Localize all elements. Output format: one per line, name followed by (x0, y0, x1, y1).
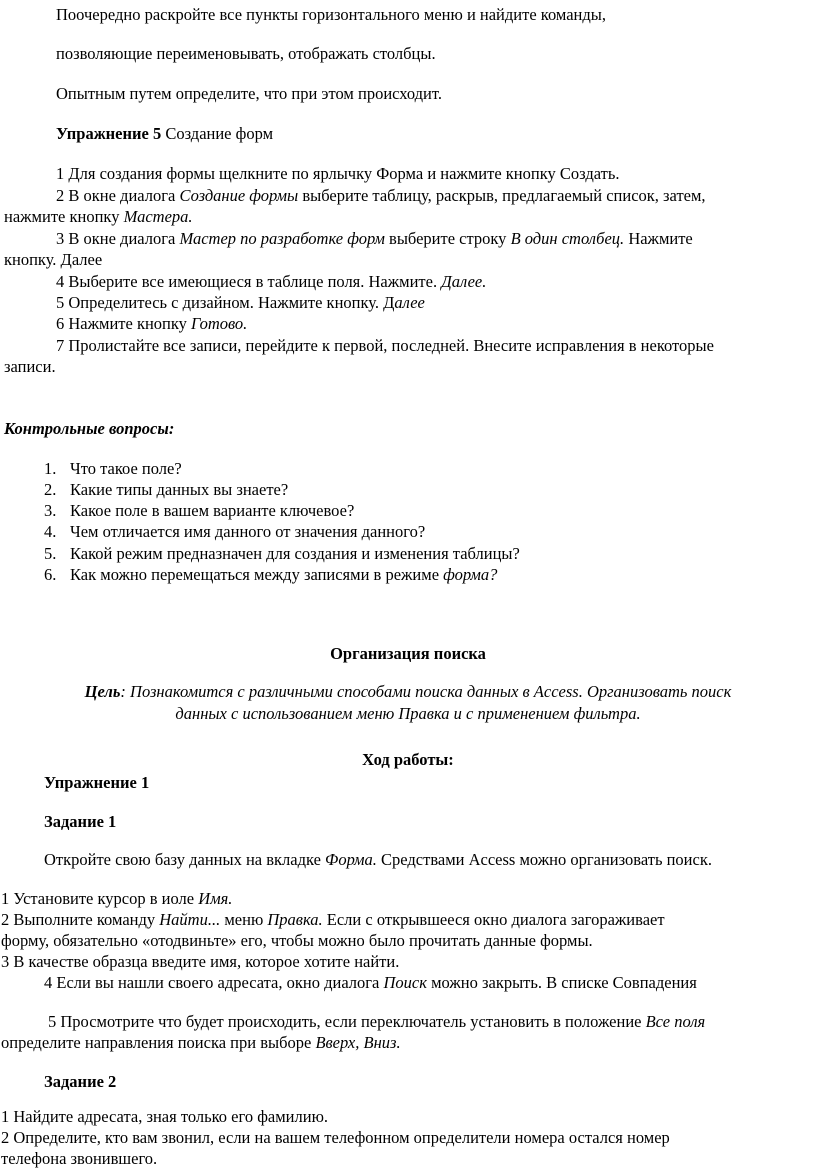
exercise-5-step-5: 5 Определитесь с дизайном. Нажмите кнопку. Далее (56, 293, 425, 312)
exercise-5-step-6: 6 Нажмите кнопку Готово. (56, 314, 248, 333)
task-1-step-1: 1 Установите курсор в иоле Имя. (1, 889, 233, 908)
goal-line-2: данных с использованием меню Правка и с применением фильтра. (175, 703, 641, 723)
exercise-1-heading: Упражнение 1 (44, 773, 150, 792)
exercise-5-step-7-cont: записи. (4, 357, 56, 376)
exercise-5-heading (56, 123, 273, 144)
list-item-text: Какой режим предназначен для создания и изменения таблицы? (70, 544, 520, 563)
exercise-5-step-1: 1 Для создания формы щелкните по ярлычку Форма и нажмите кнопку Создать. (56, 164, 620, 183)
exercise-5-step-2: 2 В окне диалога Создание формы выберите таблицу, раскрыв, предлагаемый список, затем, (56, 186, 706, 205)
section-title: Организация поиска (330, 643, 486, 663)
task-1-step-4: 4 Если вы нашли своего адресата, окно диалога Поиск можно закрыть. В списке Совпадения (44, 973, 697, 992)
goal-label: Цель (84, 681, 121, 701)
task-1-step-2: 2 Выполните команду Найти... меню Правка. Если с открывшееся окно диалога загораживает (1, 910, 665, 929)
dialog-name: Мастер по разработке форм (179, 229, 385, 248)
list-item: 5. (44, 544, 57, 563)
exercise-5-step-7: 7 Пролистайте все записи, перейдите к первой, последней. Внесите исправления в некоторые (56, 336, 714, 355)
list-item-text: Какое поле в вашем варианте ключевое? (70, 501, 355, 520)
exercise-5-step-3-cont: кнопку. Далее (4, 250, 103, 269)
task-2-step-2-cont: телефона звонившего. (1, 1149, 158, 1168)
list-item-text: Как можно перемещаться между записями в режиме форма? (70, 565, 498, 584)
exercise-5-step-3: 3 В окне диалога Мастер по разработке форм выберите строку В один столбец. Нажмите (56, 229, 693, 248)
exercise-5-step-2-cont: нажмите кнопку Мастера. (4, 207, 193, 226)
option-name: В один столбец. (510, 229, 625, 248)
list-item: 6. (44, 565, 57, 584)
list-item-text: Какие типы данных вы знаете? (70, 480, 289, 499)
intro-paragraph-3: Опытным путем определите, что при этом происходит. (56, 84, 442, 103)
dialog-name: Создание формы (179, 186, 299, 205)
task-2-heading: Задание 2 (44, 1072, 117, 1091)
task-2-step-2: 2 Определите, кто вам звонил, если на вашем телефонном определители номера остался номер (1, 1128, 670, 1147)
task-1-step-5: 5 Просмотрите что будет происходить, если переключатель установить в положение Все поля (48, 1012, 706, 1031)
intro-paragraph-1: Поочередно раскройте все пункты горизонтального меню и найдите команды, (56, 5, 606, 24)
task-1-step-2-cont: форму, обязательно «отодвиньте» его, чтобы можно было прочитать данные формы. (1, 931, 593, 950)
task-1-heading: Задание 1 (44, 812, 117, 831)
intro-paragraph-2: позволяющие переименовывать, отображать столбцы. (56, 44, 436, 63)
list-item-text: Что такое поле? (70, 459, 182, 478)
list-item: 2. (44, 480, 57, 499)
task-1-step-5-cont: определите направления поиска при выборе Вверх, Вниз. (1, 1033, 401, 1052)
list-item: 1. (44, 459, 57, 478)
list-item: 4. (44, 522, 57, 541)
task-2-step-1: 1 Найдите адресата, зная только его фамилию. (1, 1107, 329, 1126)
button-name: Мастера. (123, 207, 193, 226)
list-item-text: Чем отличается имя данного от значения данного? (70, 522, 426, 541)
questions-heading: Контрольные вопросы: (4, 419, 175, 438)
task-1-step-3: 3 В качестве образца введите имя, которое хотите найти. (1, 952, 400, 971)
exercise-5-title: Создание форм (161, 124, 274, 143)
exercise-5-step-4: 4 Выберите все имеющиеся в таблице поля. Нажмите. Далее. (56, 272, 487, 291)
progress-heading: Ход работы: (362, 749, 454, 769)
exercise-5-label: Упражнение 5 (56, 124, 162, 143)
goal-line-1: Цель: Познакомится с различными способами поиска данных в Access. Организовать поиск (84, 681, 732, 701)
task-1-intro: Откройте свою базу данных на вкладке Форма. Средствами Access можно организовать поиск. (44, 850, 712, 869)
list-item: 3. (44, 501, 57, 520)
